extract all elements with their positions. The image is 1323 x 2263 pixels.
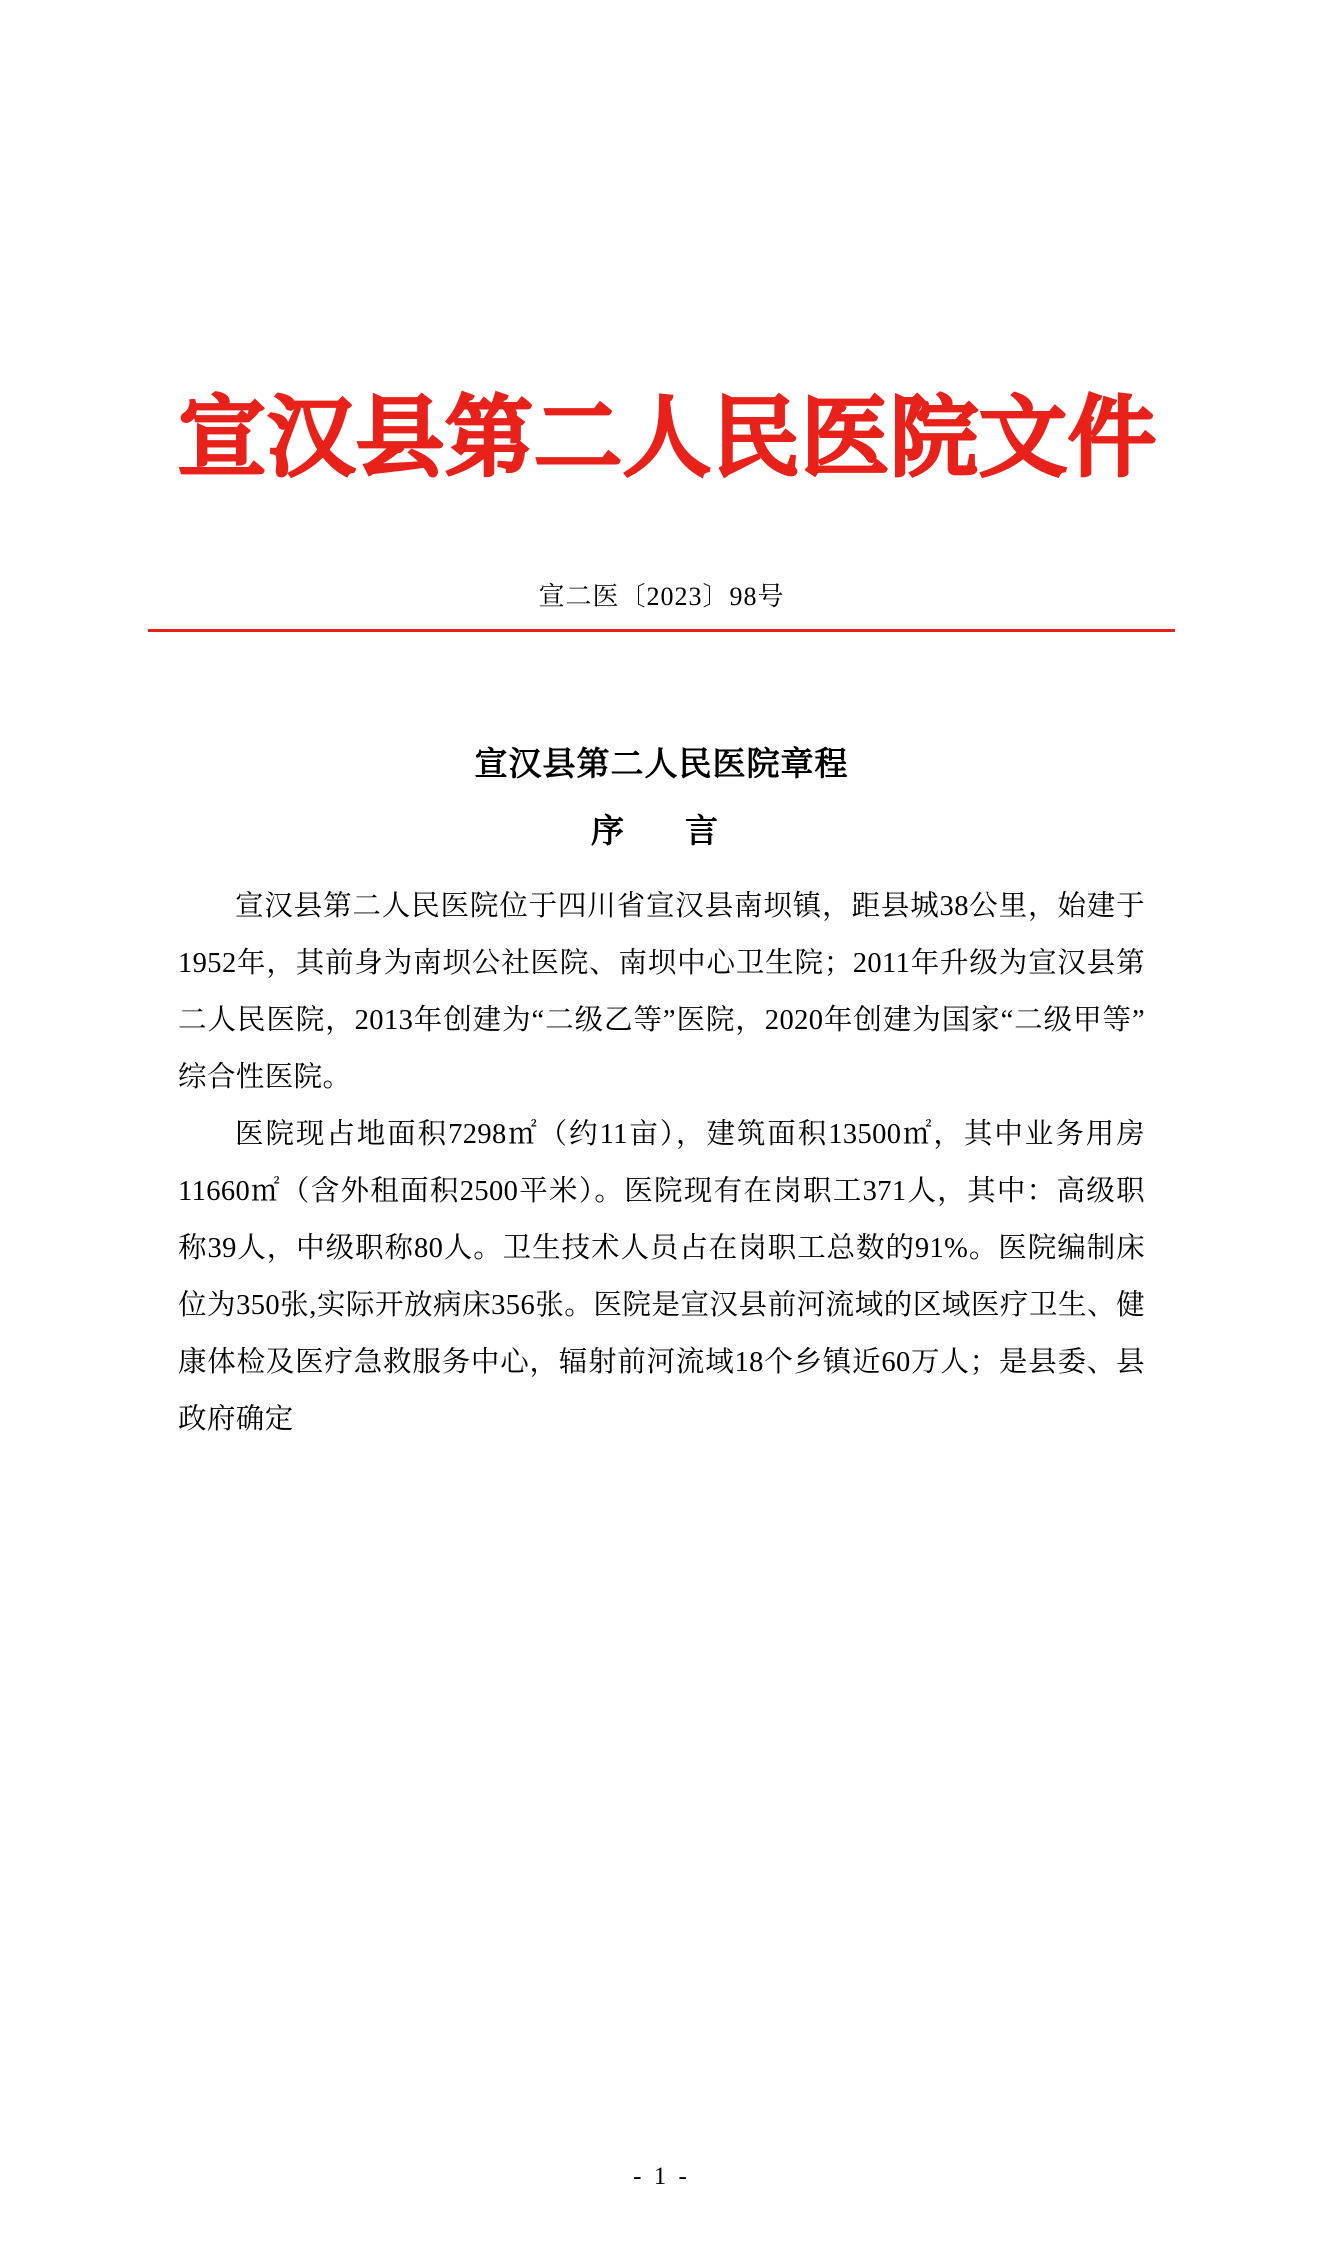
document-number: 宣二医〔2023〕98号 <box>538 582 785 612</box>
page-number: - 1 - <box>633 2163 690 2190</box>
body-text <box>178 878 1145 1448</box>
page-subtitle: 序 言 <box>591 814 732 851</box>
masthead-title: 宣汉县第二人民医院文件 <box>178 386 1158 489</box>
page-title: 宣汉县第二人民医院章程 <box>474 747 849 784</box>
red-divider-rule <box>148 629 1175 632</box>
document-page <box>0 386 1323 2263</box>
masthead <box>178 386 1158 489</box>
paragraph: 宣汉县第二人民医院位于四川省宣汉县南坝镇，距县城38公里，始建于1952年，其前身为南坝公社医院、南坝中心卫生院；2011年升级为宣汉县第二人民医院，2013年创建为“二级乙等”医院，2020年创建为国家“二级甲等”综合性医院。 <box>178 891 1145 1094</box>
paragraph: 医院现占地面积7298㎡（约11亩），建筑面积13500㎡，其中业务用房11660㎡（含外租面积2500平米）。医院现有在岗职工371人，其中：高级职称39人，中级职称80人。卫生技术人员占在岗职工总数的91%。医院编制床位为350张,实际开放病床356张。医院是宣汉县前河流域的区域医疗卫生、健康体检及医疗急救服务中心，辐射前河流域18个乡镇近60万人；是县委、县政府确定 <box>178 1119 1145 1436</box>
